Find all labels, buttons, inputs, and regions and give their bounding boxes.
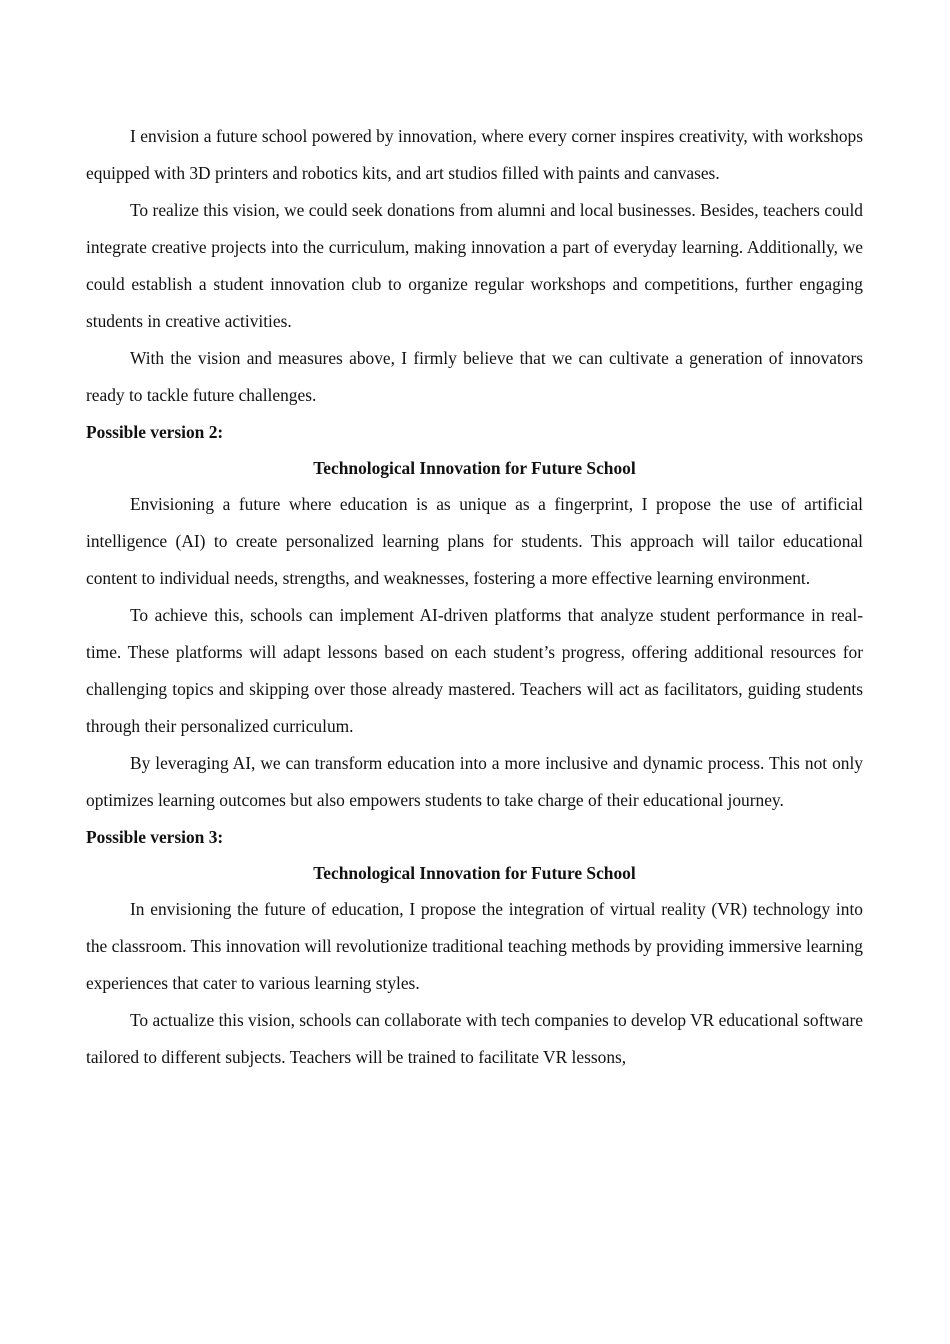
version-2-label: Possible version 2: [86, 422, 224, 442]
version-3-title: Technological Innovation for Future School [313, 863, 636, 883]
version-3-paragraph-1: In envisioning the future of education, I propose the integration of virtual reality (VR) technology into the classroom. This innovation will revolutionize traditional teaching methods by providing immersive learning experiences that cater to various learning styles. [86, 899, 863, 993]
intro-paragraph-3: With the vision and measures above, I firmly believe that we can cultivate a generation of innovators ready to tackle future challenges. [86, 348, 863, 405]
version-2-paragraph-3: By leveraging AI, we can transform education into a more inclusive and dynamic process. This not only optimizes learning outcomes but also empowers students to take charge of their educational journey. [86, 753, 863, 810]
intro-paragraph-2: To realize this vision, we could seek donations from alumni and local businesses. Besides, teachers could integrate creative projects into the curriculum, making innovation a part of everyday learning. Additionally, we could establish a student innovation club to organize regular workshops and competitions, further engaging students in creative activities. [86, 200, 863, 331]
version-2-paragraph-2: To achieve this, schools can implement AI-driven platforms that analyze student performance in real-time. These platforms will adapt lessons based on each student’s progress, offering additional resources for challenging topics and skipping over those already mastered. Teachers will act as facilitators, guiding students through their personalized curriculum. [86, 605, 863, 736]
version-3-paragraph-2: To actualize this vision, schools can collaborate with tech companies to develop VR educational software tailored to different subjects. Teachers will be trained to facilitate VR lessons, [86, 1010, 863, 1067]
version-2-paragraph-1: Envisioning a future where education is as unique as a fingerprint, I propose the use of artificial intelligence (AI) to create personalized learning plans for students. This approach will tailor educational content to individual needs, strengths, and weaknesses, fostering a more effective learning environment. [86, 494, 863, 588]
document-page [86, 118, 863, 1076]
version-2-title: Technological Innovation for Future School [313, 458, 636, 478]
version-3-label: Possible version 3: [86, 827, 224, 847]
intro-paragraph-1: I envision a future school powered by innovation, where every corner inspires creativity, with workshops equipped with 3D printers and robotics kits, and art studios filled with paints and canvases. [86, 126, 863, 183]
